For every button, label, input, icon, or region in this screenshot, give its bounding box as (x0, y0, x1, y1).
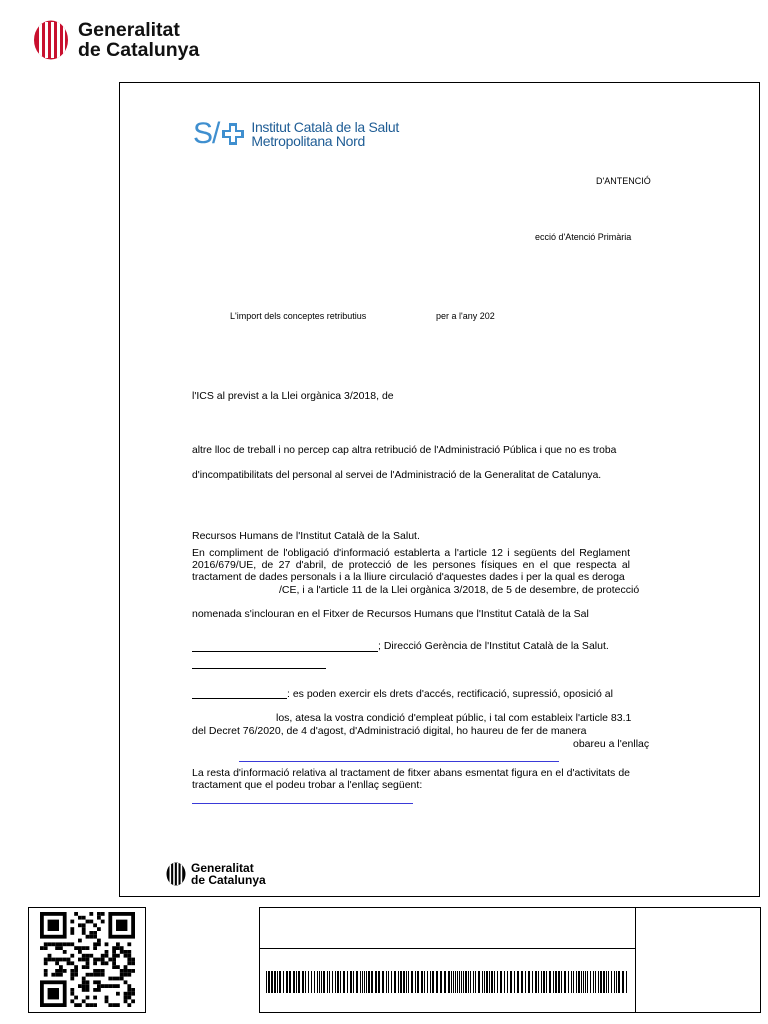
decret-line-1: los, atesa la vostra condició d'empleat públic, i tal com estableix l'article 83.1 (276, 712, 632, 724)
responsable-line: ; Direcció Gerència de l'Institut Català de la Salut. (378, 640, 609, 652)
concept-line-b: per a l'any 202 (436, 311, 495, 321)
redacted-line-2 (192, 668, 326, 669)
gdpr-tail: /CE, i a l'article 11 de la Llei orgànica 3/2018, de 5 de desembre, de protecció (279, 584, 640, 596)
generalitat-logo-small (166, 862, 266, 886)
incompat-line-2: d'incompatibilitats del personal al servei de l'Administració de la Generalitat de Catalunya. (192, 470, 602, 481)
logo-line1: Generalitat (78, 19, 180, 41)
concept-line-a: L'import dels conceptes retributius (230, 311, 367, 321)
department: ecció d'Atenció Primària (535, 232, 632, 242)
verification-separator (260, 948, 635, 949)
ics-mark: S/ (193, 117, 220, 150)
generalitat-logo (33, 20, 199, 60)
rrhh-line: Recursos Humans de l'Institut Català de la Salut. (192, 530, 420, 542)
gdpr-paragraph: En compliment de l'obligació d'informació establerta a l'article 12 i següents del Reglament 2016/679/UE, de 27 d'abril, de protecció de les persones físiques en el que respecta al tractament de dades personals i a la lliure circulació d'aquestes dades i per la qual es deroga (192, 547, 630, 583)
redacted-line-3 (192, 698, 287, 699)
resta-paragraph: La resta d'informació relativa al tractament de fitxer abans esmentat figura en el d'activitats de tractament que el podeu trobar a l'enllaç següent: (192, 767, 630, 791)
fitxer-line: nomenada s'inclouran en el Fitxer de Recursos Humans que l'Institut Català de la Sal (192, 608, 589, 620)
decret-line-3: obareu a l'enllaç (573, 738, 650, 750)
footer-logo-line1: Generalitat (191, 861, 254, 875)
law-line: l'ICS al previst a la Llei orgànica 3/2018, de (192, 390, 394, 402)
decret-line-2: del Decret 76/2020, de 4 d'agost, d'Administració digital, ho haureu de fer de manera (192, 725, 587, 737)
logo-line2: de Catalunya (78, 39, 200, 61)
drets-line: : es poden exercir els drets d'accés, rectificació, supressió, oposició al (287, 688, 613, 700)
qr-code-box (28, 907, 146, 1013)
health-cross-icon (221, 122, 245, 146)
verification-box (259, 907, 636, 1013)
ics-region: Metropolitana Nord (251, 133, 366, 149)
generalitat-emblem-icon (33, 20, 69, 60)
incompat-line-1: altre lloc de treball i no percep cap altra retribució de l'Administració Pública i que no es troba (192, 445, 617, 456)
recipient-title: D'ANTENCIÓ (596, 176, 651, 186)
barcode-icon (266, 971, 629, 993)
ics-name: Institut Català de la Salut (251, 119, 399, 135)
qr-code-icon (29, 908, 145, 1012)
footer-logo-line2: de Catalunya (191, 873, 266, 887)
redacted-line-1 (192, 651, 378, 652)
link-underline-2[interactable] (192, 803, 413, 804)
ics-logo (193, 117, 399, 151)
generalitat-emblem-small-icon (166, 862, 186, 886)
stamp-box (635, 907, 761, 1013)
link-underline-1[interactable] (239, 761, 559, 762)
